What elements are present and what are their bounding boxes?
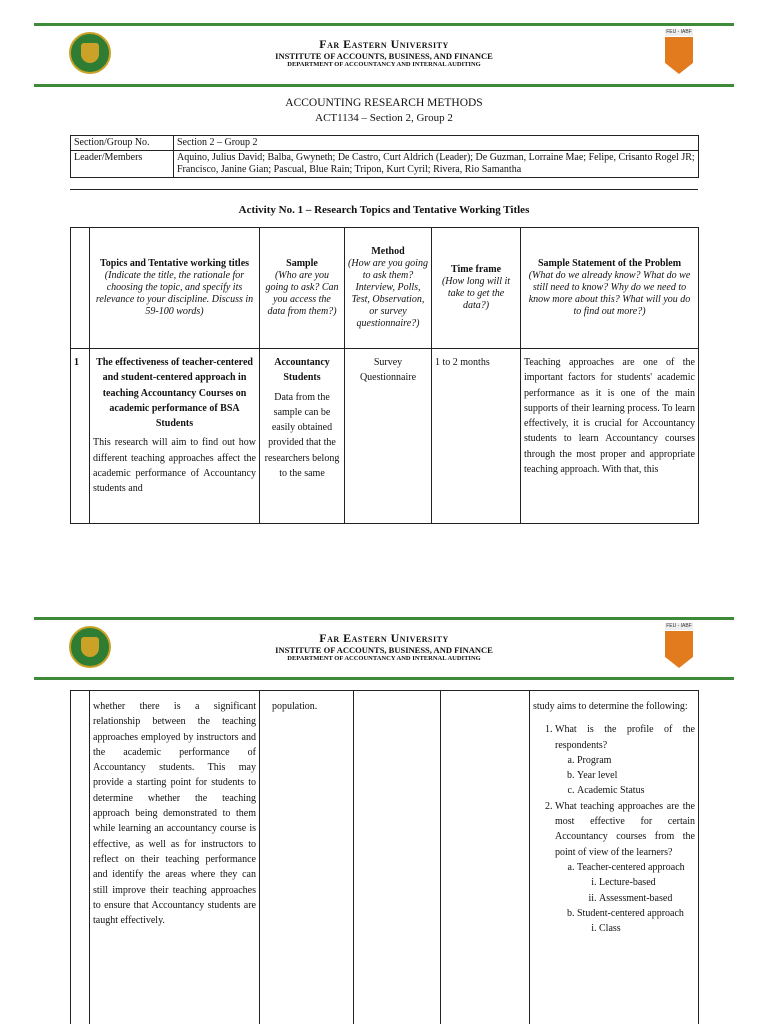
- header-rule-top: [34, 617, 734, 620]
- section-value: Section 2 – Group 2: [174, 136, 699, 151]
- university-name: Far Eastern University: [319, 37, 449, 51]
- iabf-shield-logo: FEU - IABF: [665, 29, 693, 75]
- course-code: ACT1134 – Section 2, Group 2: [315, 112, 453, 124]
- sample-title: Accountancy Students: [274, 357, 330, 384]
- sample-cell: [260, 349, 345, 524]
- institute-name: INSTITUTE OF ACCOUNTS, BUSINESS, AND FINANCE: [275, 645, 493, 655]
- header-rule-top: [34, 23, 734, 26]
- activity-title: Activity No. 1 – Research Topics and Tentative Working Titles: [238, 204, 530, 216]
- department-name: DEPARTMENT OF ACCOUNTANCY AND INTERNAL AUDITING: [287, 655, 481, 662]
- course-title: ACCOUNTING RESEARCH METHODS: [285, 97, 483, 109]
- problem-1-sublist: a. Program b. Year level c. Academic Status: [555, 753, 695, 799]
- feu-seal-logo: [69, 32, 111, 74]
- topic-rationale-cont: whether there is a significant relationship between the teaching approaches employed by instructors and the academic performance of Accountancy students. This may provide a starting point for students to determine whether the teaching approach being demonstrated to them while learning an accountancy course is effective, as well as for instructors to reflect on their teaching performance and identify the areas where they can still improve their teaching approaches to ensure that Accountancy students are taught effectively.: [90, 691, 260, 1024]
- topic-rationale: This research will aim to find out how different teaching approaches affect the academic performance of Accountancy students and: [93, 437, 256, 495]
- topics-table: [70, 227, 699, 524]
- iabf-shield-logo: FEU - IABF: [665, 623, 693, 669]
- method-cell: Survey Questionnaire: [345, 349, 432, 524]
- header-rule-bottom: [34, 84, 734, 87]
- letterhead: [200, 37, 568, 68]
- separator-line: [70, 189, 698, 190]
- problem-list: [533, 722, 695, 936]
- timeframe-cell: 1 to 2 months: [432, 349, 521, 524]
- method-cell-empty: [354, 691, 441, 1024]
- topics-table-continued: [70, 690, 699, 1024]
- statement-cell: Teaching approaches are one of the important factors for students' academic performance as it is one of the main supports of their learning process. To learn effectively, it is crucial for Accountancy students to learn Accountancy courses through the most proper and appropriate teaching approach. With that, this: [521, 349, 699, 524]
- statement-intro: study aims to determine the following:: [533, 701, 688, 712]
- problem-2: 2. What teaching approaches are the most effective for certain Accountancy courses from the point of view of the learners? a. Teacher-centered approach i. Lecture-based ii. Assessment-based b. Student-centered approach i. Class: [555, 799, 695, 937]
- topic-cell: [90, 349, 260, 524]
- timeframe-header: Time frame (How long will it take to get the data?): [432, 228, 521, 349]
- section-label: Section/Group No.: [71, 136, 174, 151]
- row-number: 1: [71, 349, 90, 524]
- university-name: Far Eastern University: [319, 631, 449, 645]
- problem-2-sublist: a. Teacher-centered approach i. Lecture-based ii. Assessment-based b. Student-centered approach i. Class: [555, 860, 695, 936]
- statement-header: Sample Statement of the Problem (What do we already know? What do we still need to know? Why do we need to know more about this? What will you do to find out more?): [521, 228, 699, 349]
- institute-name: INSTITUTE OF ACCOUNTS, BUSINESS, AND FINANCE: [275, 51, 493, 61]
- group-info-table: [70, 135, 699, 178]
- letterhead: [200, 631, 568, 662]
- problem-1: 1. What is the profile of the respondents? a. Program b. Year level c. Academic Status: [555, 722, 695, 798]
- topic-title: The effectiveness of teacher-centered and student-centered approach in teaching Accountancy Courses on academic performance of BSA Students: [96, 357, 253, 430]
- members-label: Leader/Members: [71, 151, 174, 178]
- statement-cont: [530, 691, 699, 1024]
- number-header: [71, 228, 90, 349]
- department-name: DEPARTMENT OF ACCOUNTANCY AND INTERNAL AUDITING: [287, 61, 481, 68]
- method-header: Method (How are you going to ask them? Interview, Polls, Test, Observation, or survey questionnaire?): [345, 228, 432, 349]
- sample-header: Sample (Who are you going to ask? Can you access the data from them?): [260, 228, 345, 349]
- sample-text: Data from the sample can be easily obtained provided that the researchers belong to the same: [264, 391, 340, 480]
- timeframe-cell-empty: [441, 691, 530, 1024]
- row-number-empty: [71, 691, 90, 1024]
- sample-text-cont: population.: [260, 691, 354, 1024]
- header-rule-bottom: [34, 677, 734, 680]
- page-2: [0, 600, 768, 1024]
- feu-seal-logo: [69, 626, 111, 668]
- topics-header: Topics and Tentative working titles (Indicate the title, the rationale for choosing the topic, and specify its relevance to your discipline. Discuss in 59-100 words): [90, 228, 260, 349]
- members-value: Aquino, Julius David; Balba, Gwyneth; De Castro, Curt Aldrich (Leader); De Guzman, Lorraine Mae; Felipe, Crisanto Rogel JR; Francisco, Janine Gian; Pascual, Blue Rain; Tripon, Kurt Cyril; Rivera, Rio Samantha: [174, 151, 699, 178]
